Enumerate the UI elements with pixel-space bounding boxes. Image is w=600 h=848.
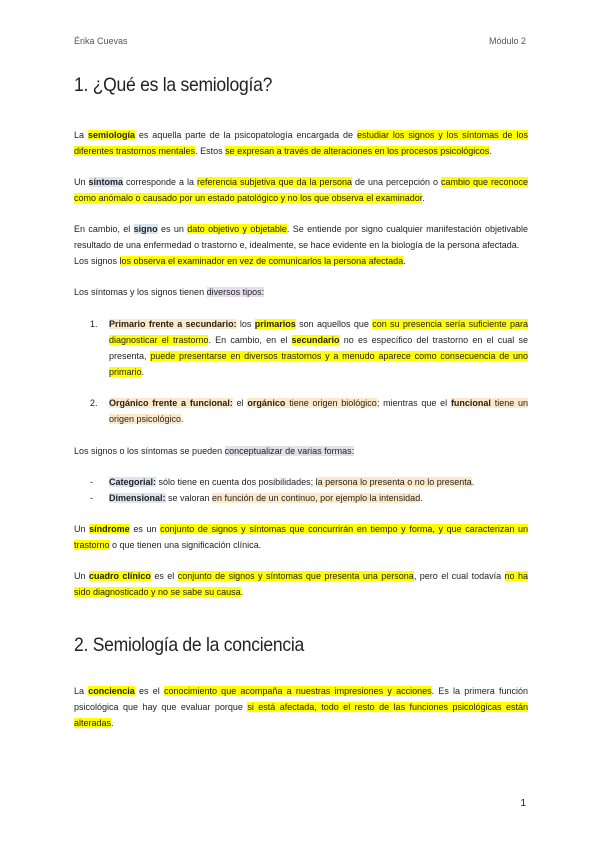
header-module: Módulo 2 <box>488 36 526 46</box>
paragraph-conceptualizar: Los signos o los síntomas se pueden conceptualizar de varias formas: <box>74 446 355 456</box>
header-author: Érika Cuevas <box>74 36 128 46</box>
document-body <box>74 74 528 731</box>
section-1-title: 1. ¿Qué es la semiología? <box>74 74 273 96</box>
term-semiologia: semiología <box>87 130 135 140</box>
page-number: 1 <box>520 798 526 809</box>
paragraph-tipos: Los síntomas y los signos tienen diversos tipos: <box>74 287 265 297</box>
paragraph-signos-examinador: Los signos los observa el examinador en vez de comunicarlos la persona afectada. <box>74 256 406 266</box>
forms-list <box>74 474 528 506</box>
types-list <box>74 316 528 427</box>
list-item: - Dimensional: se valoran en función de un continuo, por ejemplo la intensidad. <box>90 493 423 503</box>
paragraph-sintoma: Un síntoma corresponde a la referencia subjetiva que da la persona de una percepción o cambio que reconoce como anómalo o causado por un estado patológico y no los que observa el examinador. <box>74 177 528 203</box>
term-sindrome: síndrome <box>89 524 130 534</box>
list-item: 2. Orgánico frente a funcional: el orgánico tiene origen biológico; mientras que el funcional tiene un origen psicológico. <box>90 398 529 424</box>
paragraph-cuadro-clinico: Un cuadro clínico es el conjunto de signos y síntomas que presenta una persona, pero el cual todavía no ha sido diagnosticado y no se sabe su causa. <box>74 571 528 597</box>
section-2-title: 2. Semiología de la conciencia <box>74 634 304 656</box>
term-sintoma: síntoma <box>88 177 124 187</box>
paragraph-sindrome: Un síndrome es un conjunto de signos y síntomas que concurrirán en tiempo y forma, y que caracterizan un trastorno o que tienen una significación clínica. <box>74 524 528 550</box>
list-item: - Categorial: sólo tiene en cuenta dos posibilidades; la persona lo presenta o no lo presenta. <box>90 477 475 487</box>
paragraph-semiologia: La semiología es aquella parte de la psicopatología encargada de estudiar los signos y los síntomas de los diferentes trastornos mentales. Estos se expresan a través de alteraciones en los procesos psicológicos. <box>74 130 528 156</box>
list-item: 1. Primario frente a secundario: los primarios son aquellos que con su presencia sería suficiente para diagnosticar el trastorno. En cambio, en el secundario no es específico del trastorno en el cual se presenta, puede presentarse en diversos trastornos y a menudo aparece como consecuencia de uno primario. <box>90 319 528 377</box>
paragraph-signo: En cambio, el signo es un dato objetivo y objetable. Se entiende por signo cualquier manifestación objetivable resultado de una enfermedad o trastorno e, idealmente, se hace evidente en la biología de la persona afectada. <box>74 224 528 250</box>
term-conciencia: conciencia <box>88 686 135 696</box>
term-cuadro-clinico: cuadro clínico <box>88 571 151 581</box>
paragraph-conciencia: La conciencia es el conocimiento que acompaña a nuestras impresiones y acciones. Es la primera función psicológica que hay que evaluar porque si está afectada, todo el resto de las funciones psicológicas están alteradas. <box>74 686 528 728</box>
term-signo: signo <box>133 224 158 234</box>
